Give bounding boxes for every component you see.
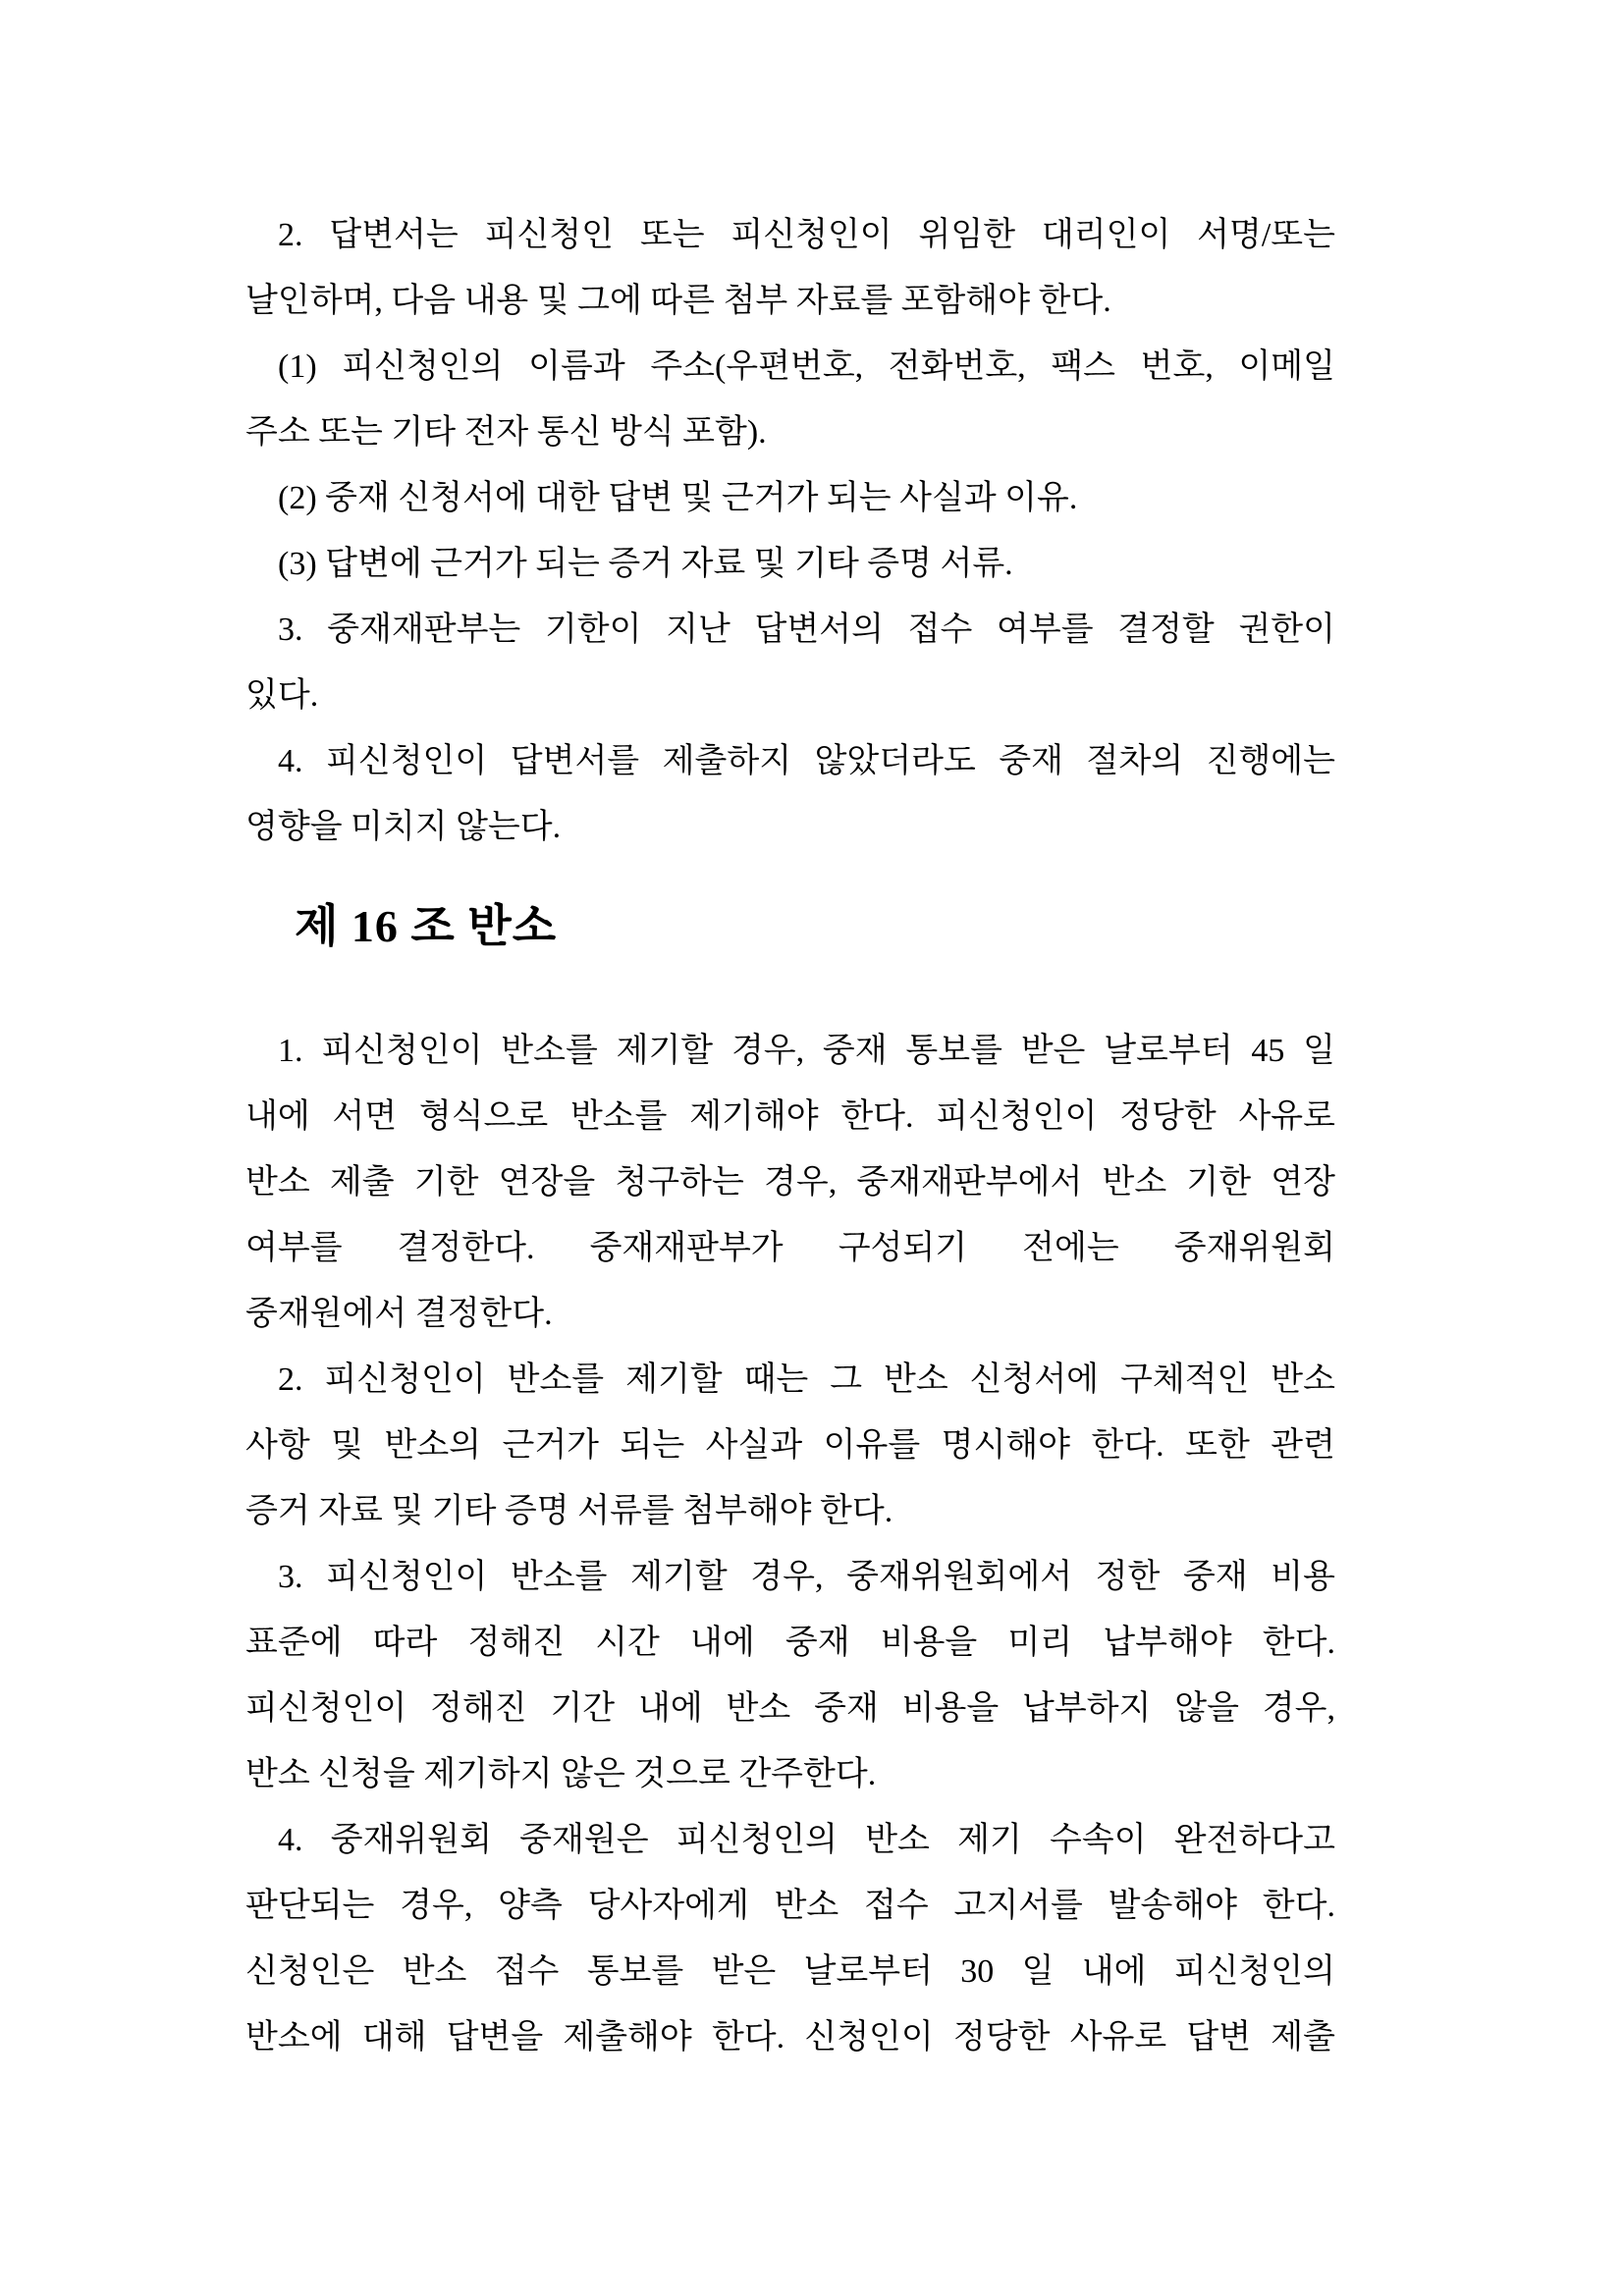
text-line: 날인하며, 다음 내용 및 그에 따른 첨부 자료를 포함해야 한다. <box>245 283 1111 319</box>
text-line: 표준에 따라 정해진 시간 내에 중재 비용을 미리 납부해야 한다. <box>245 1625 1335 1661</box>
paragraph <box>245 1807 1335 2070</box>
paragraph <box>245 728 1335 860</box>
text-line: 중재원에서 결정한다. <box>245 1296 553 1332</box>
text-line: 1. 피신청인이 반소를 제기할 경우, 중재 통보를 받은 날로부터 45 일 <box>278 1033 1335 1069</box>
text-line: 증거 자료 및 기타 증명 서류를 첨부해야 한다. <box>245 1493 893 1529</box>
text-line: 사항 및 반소의 근거가 되는 사실과 이유를 명시해야 한다. 또한 관련 <box>245 1427 1335 1464</box>
article-16-heading: 제 16 조 반소 <box>295 901 558 951</box>
text-line: 2. 피신청인이 반소를 제기할 때는 그 반소 신청서에 구체적인 반소 <box>278 1362 1335 1398</box>
paragraph <box>245 1347 1335 1544</box>
text-line: 4. 중재위원회 중재원은 피신청인의 반소 제기 수속이 완전하다고 <box>278 1822 1335 1858</box>
text-line: 3. 피신청인이 반소를 제기할 경우, 중재위원회에서 정한 중재 비용 <box>278 1559 1335 1595</box>
article-15-response-section <box>245 202 1335 860</box>
paragraph <box>245 531 1335 597</box>
paragraph <box>245 1018 1335 1347</box>
text-line: 반소 제출 기한 연장을 청구하는 경우, 중재재판부에서 반소 기한 연장 <box>245 1164 1335 1201</box>
paragraph <box>245 597 1335 728</box>
text-line: 있다. <box>245 677 319 714</box>
text-line: 주소 또는 기타 전자 통신 방식 포함). <box>245 414 767 451</box>
text-line: 여부를 결정한다. 중재재판부가 구성되기 전에는 중재위원회 <box>245 1230 1335 1266</box>
text-line: 피신청인이 정해진 기간 내에 반소 중재 비용을 납부하지 않을 경우, <box>245 1690 1335 1727</box>
paragraph <box>245 334 1335 465</box>
paragraph <box>245 202 1335 334</box>
text-line: 반소에 대해 답변을 제출해야 한다. 신청인이 정당한 사유로 답변 제출 <box>245 2019 1335 2056</box>
text-line: 신청인은 반소 접수 통보를 받은 날로부터 30 일 내에 피신청인의 <box>245 1953 1335 1990</box>
text-line: (3) 답변에 근거가 되는 증거 자료 및 기타 증명 서류. <box>278 546 1013 582</box>
text-line: 영향을 미치지 않는다. <box>245 809 562 845</box>
paragraph <box>245 1544 1335 1807</box>
text-line: 판단되는 경우, 양측 당사자에게 반소 접수 고지서를 발송해야 한다. <box>245 1888 1335 1924</box>
text-line: 3. 중재재판부는 기한이 지난 답변서의 접수 여부를 결정할 권한이 <box>278 612 1335 648</box>
text-line: 반소 신청을 제기하지 않은 것으로 간주한다. <box>245 1756 877 1792</box>
text-line: (2) 중재 신청서에 대한 답변 및 근거가 되는 사실과 이유. <box>278 480 1078 516</box>
text-line: 내에 서면 형식으로 반소를 제기해야 한다. 피신청인이 정당한 사유로 <box>245 1098 1335 1135</box>
paragraph <box>245 465 1335 531</box>
text-line: (1) 피신청인의 이름과 주소(우편번호, 전화번호, 팩스 번호, 이메일 <box>278 348 1335 385</box>
article-16-counterclaim-section <box>245 1018 1335 2070</box>
text-line: 4. 피신청인이 답변서를 제출하지 않았더라도 중재 절차의 진행에는 <box>278 743 1335 779</box>
text-line: 2. 답변서는 피신청인 또는 피신청인이 위임한 대리인이 서명/또는 <box>278 217 1335 253</box>
document-body <box>245 202 1335 2070</box>
